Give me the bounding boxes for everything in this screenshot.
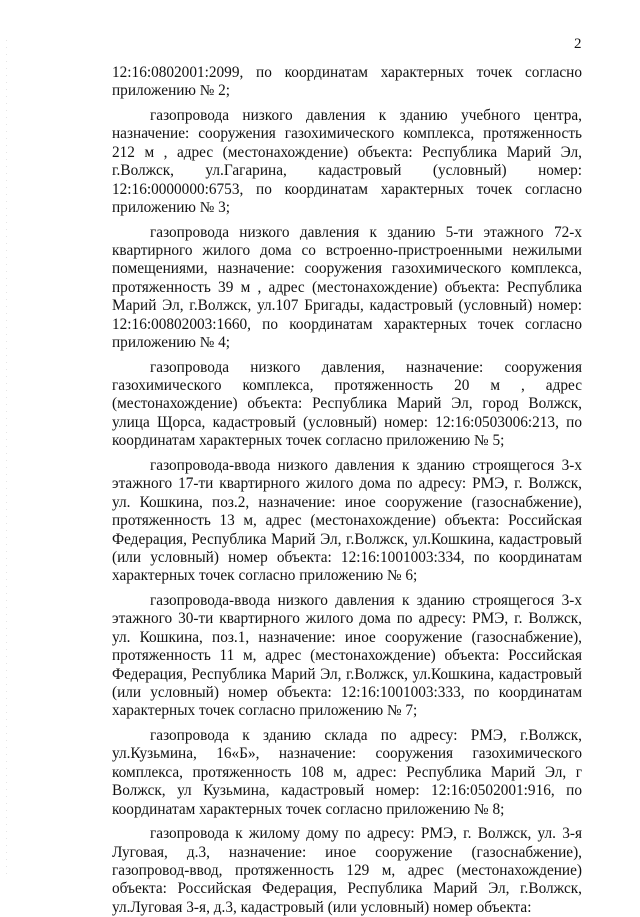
paragraph-4: газопровода низкого давления, назначение: сооружения газохимического комплекса, протяженность 20 м , адрес (местонахождение) объекта: Республика Марий Эл, город Волжск, улица Щорса, кадастровый (условный) номер: 12:16:0503006:213, по координатам характерных точек согласно приложению № 5; — [112, 358, 582, 450]
paragraph-3: газопровода низкого давления к зданию 5-ти этажного 72-х квартирного жилого дома со встроенно-пристроенными нежилыми помещениями, назначение: сооружения газохимического комплекса, протяженность 39 м , адрес (местонахождение) объекта: Республика Марий Эл, г.Волжск, ул.107 Бригады, кадастровый (условный) номер: 12:16:00802003:1660, по координатам характерных точек согласно приложению № 4; — [112, 223, 582, 352]
page-number: 2 — [574, 36, 582, 52]
paragraph-6: газопровода-ввода низкого давления к зданию строящегося 3-х этажного 30-ти квартирного жилого дома по адресу: РМЭ, г. Волжск, ул. Кошкина, поз.1, назначение: иное сооружение (газоснабжение), протяженность 11 м, адрес (местонахождение) объекта: Российская Федерация, Республика Марий Эл, г.Волжск, ул.Кошкина, кадастровый (или условный) номер объекта: 12:16:1001003:333, по координатам характерных точек согласно приложению № 7; — [112, 591, 582, 720]
document-body — [112, 64, 582, 917]
paragraph-1: 12:16:0802001:2099, по координатам характерных точек согласно приложению № 2; — [112, 64, 582, 100]
paragraph-7: газопровода к зданию склада по адресу: РМЭ, г.Волжск, ул.Кузьмина, 16«Б», назначение: сооружения газохимического комплекса, протяженность 108 м, адрес: Республика Марий Эл, г Волжск, ул Кузьмина, кадастровый номер: 12:16:0502001:916, по координатам характерных точек согласно приложению № 8; — [112, 726, 582, 818]
paragraph-2: газопровода низкого давления к зданию учебного центра, назначение: сооружения газохимического комплекса, протяженность 212 м , адрес (местонахождение) объекта: Республика Марий Эл, г.Волжск, ул.Гагарина, кадастровый (условный) номер: 12:16:0000000:6753, по координатам характерных точек согласно приложению № 3; — [112, 107, 582, 217]
paragraph-5: газопровода-ввода низкого давления к зданию строящегося 3-х этажного 17-ти квартирного жилого дома по адресу: РМЭ, г. Волжск, ул. Кошкина, поз.2, назначение: иное сооружение (газоснабжение), протяженность 13 м, адрес (местонахождение) объекта: Российская Федерация, Республика Марий Эл, г.Волжск, ул.Кошкина, кадастровый (или условный) номер объекта: 12:16:1001003:334, по координатам характерных точек согласно приложению № 6; — [112, 456, 582, 585]
paragraph-8: газопровода к жилому дому по адресу: РМЭ, г. Волжск, ул. 3-я Луговая, д.3, назначение: иное сооружение (газоснабжение), газопровод-ввод, протяженность 129 м, адрес (местонахождение) объекта: Российская Федерация, Республика Марий Эл, г.Волжск, ул.Луговая 3-я, д.3, кадастровый (или условный) номер объекта: — [112, 825, 582, 916]
scan-margin-marks — [6, 40, 7, 880]
